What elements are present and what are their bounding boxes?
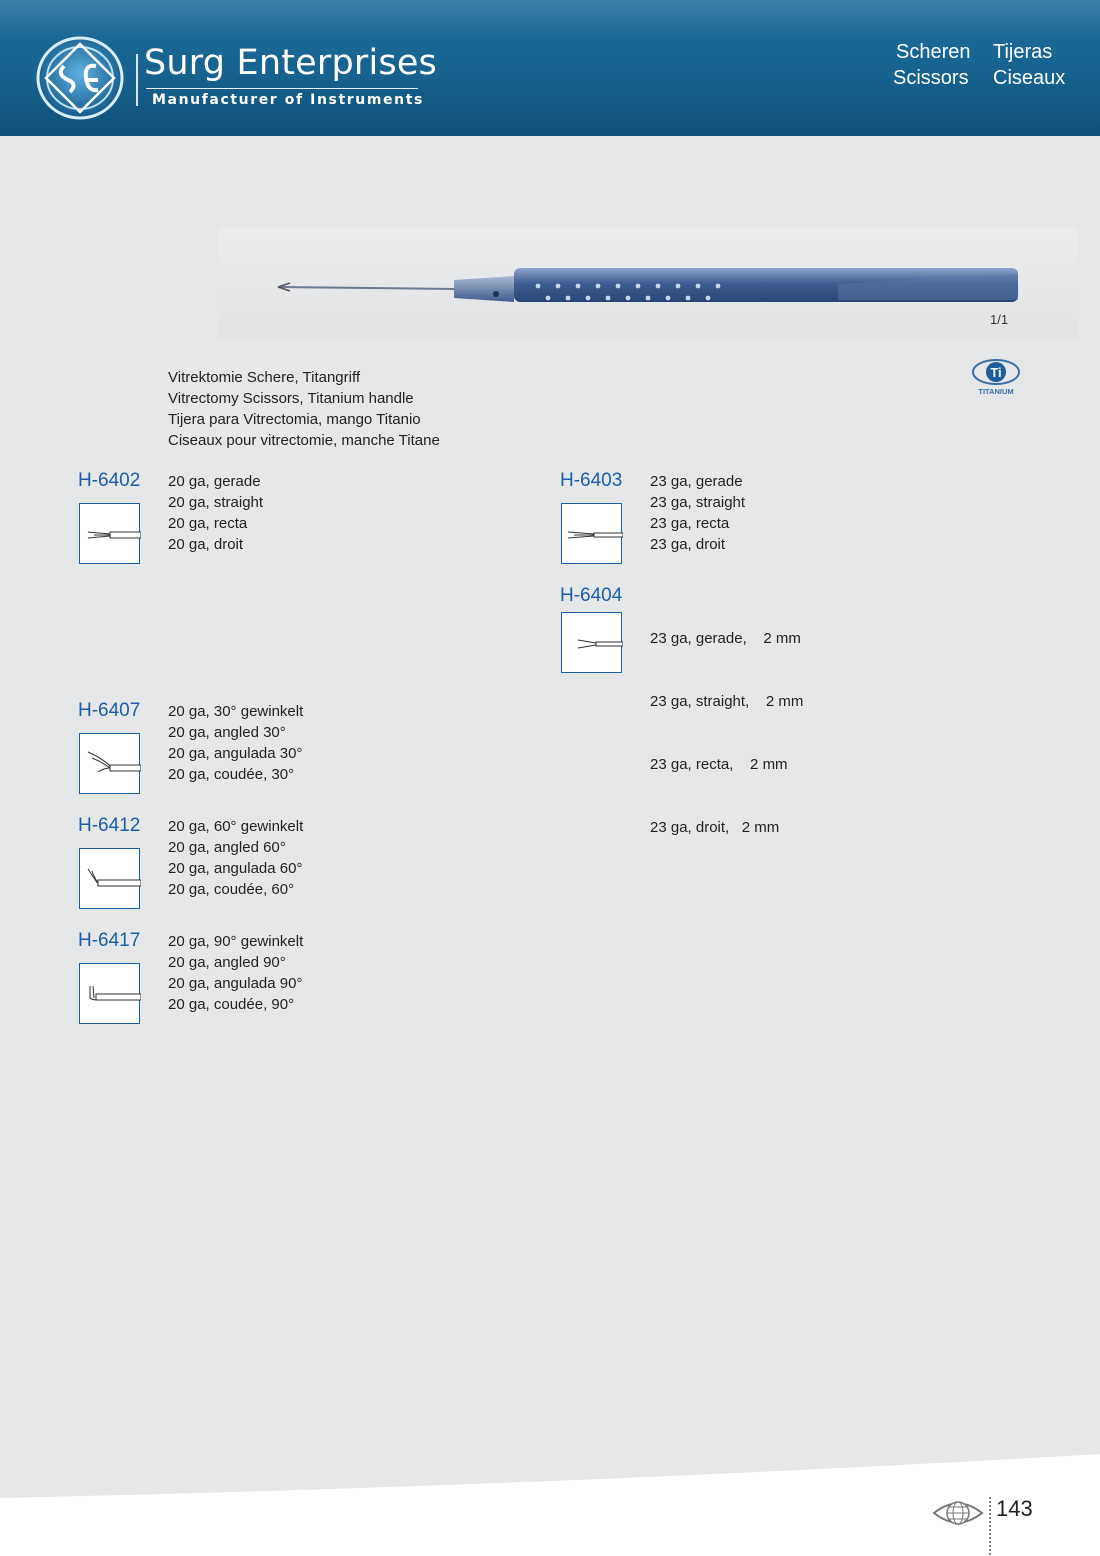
spec-line: 20 ga, coudée, 60° xyxy=(168,881,295,898)
description-line: Vitrektomie Schere, Titangriff xyxy=(168,369,361,386)
tip-thumbnail xyxy=(79,848,140,909)
spec-line: 20 ga, 90° gewinkelt xyxy=(168,933,304,950)
item-code: H-6412 xyxy=(78,815,141,836)
company-logo xyxy=(34,34,126,122)
badge-symbol: Ti xyxy=(990,365,1002,380)
category-en: Scissors xyxy=(893,67,969,89)
item-spec xyxy=(168,816,303,900)
description-line: Ciseaux pour vitrectomie, manche Titane xyxy=(168,432,440,449)
page-header xyxy=(0,0,1100,136)
spec-line: 23 ga, recta xyxy=(650,515,730,532)
spec-line: 20 ga, droit xyxy=(168,536,244,553)
spec-line: 23 ga, straight, 2 mm xyxy=(650,693,804,710)
item-code: H-6417 xyxy=(78,930,141,951)
tip-thumbnail xyxy=(79,503,140,564)
spec-line: 20 ga, angled 60° xyxy=(168,839,286,856)
description-line: Vitrectomy Scissors, Titanium handle xyxy=(168,390,414,407)
badge-label: TITANIUM xyxy=(978,387,1014,396)
tip-thumbnail xyxy=(79,963,140,1024)
item-code: H-6407 xyxy=(78,700,141,721)
spec-line: 20 ga, gerade xyxy=(168,473,261,490)
product-photo xyxy=(218,228,1078,340)
spec-line: 20 ga, angulada 60° xyxy=(168,860,303,877)
spec-line: 23 ga, gerade xyxy=(650,473,743,490)
spec-line: 20 ga, angled 30° xyxy=(168,724,286,741)
brand-tagline: Manufacturer of Instruments xyxy=(152,92,424,108)
product-description xyxy=(168,367,440,451)
tip-thumbnail xyxy=(561,503,622,564)
spec-line: 20 ga, recta xyxy=(168,515,248,532)
spec-line: 20 ga, angulada 30° xyxy=(168,745,303,762)
spec-line: 23 ga, straight xyxy=(650,494,746,511)
spec-line: 20 ga, coudée, 90° xyxy=(168,996,295,1013)
page-number-divider xyxy=(989,1497,991,1555)
spec-line: 20 ga, 30° gewinkelt xyxy=(168,703,304,720)
header-gloss xyxy=(0,0,1100,40)
item-code: H-6403 xyxy=(560,470,623,491)
spec-line: 23 ga, gerade, 2 mm xyxy=(650,630,801,647)
spec-line: 20 ga, 60° gewinkelt xyxy=(168,818,304,835)
item-spec xyxy=(168,701,303,785)
item-spec xyxy=(650,586,803,859)
spec-line: 23 ga, droit xyxy=(650,536,726,553)
angled-90-tip-icon xyxy=(80,964,141,1025)
item-code: H-6402 xyxy=(78,470,141,491)
angled-60-tip-icon xyxy=(80,849,141,910)
category-fr: Ciseaux xyxy=(993,67,1066,89)
straight-tip-icon xyxy=(80,504,141,565)
spec-line: 23 ga, recta, 2 mm xyxy=(650,756,788,773)
logo-divider xyxy=(136,54,138,106)
item-spec xyxy=(650,471,745,555)
spec-line: 20 ga, angled 90° xyxy=(168,954,286,971)
spec-line: 20 ga, coudée, 30° xyxy=(168,766,295,783)
item-spec xyxy=(168,471,263,555)
titanium-badge-icon xyxy=(970,356,1022,398)
angled-30-tip-icon xyxy=(80,734,141,795)
category-es: Tijeras xyxy=(993,41,1053,63)
item-spec xyxy=(168,931,303,1015)
straight-tip-short-icon xyxy=(562,613,623,674)
item-code: H-6404 xyxy=(560,585,623,606)
globe-eye-icon xyxy=(932,1496,984,1530)
scale-label: 1/1 xyxy=(990,312,1009,327)
spec-line: 20 ga, angulada 90° xyxy=(168,975,303,992)
page-number: 143 xyxy=(996,1496,1033,1521)
tip-thumbnail xyxy=(79,733,140,794)
straight-tip-icon xyxy=(562,504,623,565)
brand-name: Surg Enterprises xyxy=(144,43,437,83)
description-line: Tijera para Vitrectomia, mango Titanio xyxy=(168,411,421,428)
tip-thumbnail xyxy=(561,612,622,673)
spec-line: 23 ga, droit, 2 mm xyxy=(650,819,780,836)
category-de: Scheren xyxy=(896,41,971,63)
spec-line: 20 ga, straight xyxy=(168,494,264,511)
brand-underline xyxy=(146,88,418,89)
vitrectomy-scissors-image xyxy=(218,228,1078,340)
